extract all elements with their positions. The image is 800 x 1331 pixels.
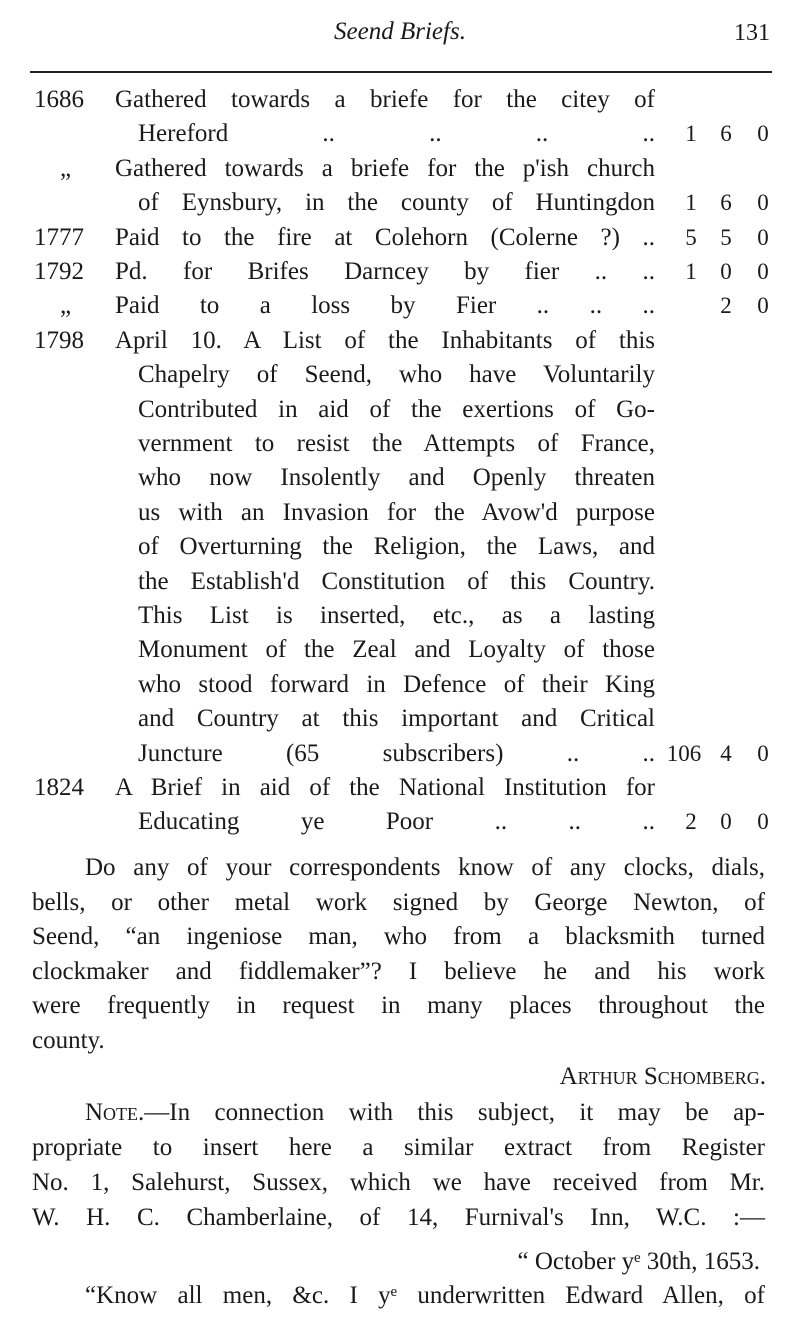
entry-line: Juncture (65 subscribers) .. .. xyxy=(138,739,655,767)
paragraph-line: bells, or other metal work signed by George Newton, of xyxy=(32,888,765,916)
entry-year: „ xyxy=(60,154,72,182)
amount-shillings: 0 xyxy=(720,809,732,835)
amount-pence: 0 xyxy=(757,259,769,284)
paragraph-line: county. xyxy=(32,1026,105,1054)
amount-pounds: 5 xyxy=(685,224,697,250)
entry-line: who now Insolently and Openly threaten xyxy=(138,464,655,492)
amount-pence: 0 xyxy=(757,740,769,766)
entry-line: Educating ye Poor .. .. .. xyxy=(138,808,655,836)
header-rule xyxy=(30,71,772,73)
signature: Arthur Schomberg. xyxy=(559,1063,766,1090)
entry-year: „ xyxy=(60,292,72,320)
entry-line: us with an Invasion for the Avow'd purpose xyxy=(138,498,655,526)
note-first-line xyxy=(85,1096,765,1130)
paragraph-line: Do any of your correspondents know of any clocks, dials, xyxy=(85,854,765,881)
note-line: No. 1, Salehurst, Sussex, which we have received from Mr. xyxy=(32,1168,765,1196)
entry-line: who stood forward in Defence of their King xyxy=(138,670,655,698)
amount-pounds: 2 xyxy=(685,809,697,835)
amount-pounds: 1 xyxy=(685,121,697,147)
amount-pence: 0 xyxy=(757,224,769,250)
note-line: W. H. C. Chamberlaine, of 14, Furnival's Inn, W.C. :— xyxy=(32,1203,765,1231)
amount-shillings: 0 xyxy=(720,259,732,284)
paragraph-line: were frequently in request in many places throughout the xyxy=(32,992,765,1019)
entry-year: 1777 xyxy=(34,223,84,251)
entry-line: Gathered towards a briefe for the p'ish church xyxy=(115,154,655,182)
amount-pence: 0 xyxy=(757,121,769,147)
entry-year: 1798 xyxy=(34,326,84,354)
note-line: propriate to insert here a similar extract from Register xyxy=(32,1133,765,1161)
entry-line: and Country at this important and Critical xyxy=(138,705,655,733)
amount-pounds: 1 xyxy=(685,190,697,216)
entry-line: Paid to the fire at Colehorn (Colerne ?) .. xyxy=(115,223,655,251)
amount-pounds: 1 xyxy=(685,259,697,284)
amount-pounds: 106 xyxy=(666,740,702,766)
quote-date: “ October yᵉ 30th, 1653. xyxy=(517,1248,760,1275)
note-line: —In connection with this subject, it may be ap- xyxy=(144,1099,765,1126)
entry-year: 1792 xyxy=(34,258,84,285)
paragraph-line: Seend, “an ingeniose man, who from a blacksmith turned xyxy=(32,923,765,950)
amount-shillings: 5 xyxy=(720,224,732,250)
entry-line: A Brief in aid of the National Institution for xyxy=(115,774,655,801)
entry-year: 1824 xyxy=(34,774,84,801)
paragraph-line: clockmaker and fiddlemaker”? I believe he and his work xyxy=(32,957,765,985)
entry-line: of Eynsbury, in the county of Huntingdon xyxy=(138,189,655,217)
amount-shillings: 2 xyxy=(720,293,732,319)
entry-line: the Establish'd Constitution of this Country. xyxy=(138,567,655,595)
entry-line: Paid to a loss by Fier .. .. .. xyxy=(115,292,655,320)
amount-shillings: 6 xyxy=(720,121,732,147)
entry-line: April 10. A List of the Inhabitants of this xyxy=(115,326,655,354)
entry-line: vernment to resist the Attempts of France, xyxy=(138,430,655,457)
amount-pence: 0 xyxy=(757,190,769,216)
entry-line: Hereford .. .. .. .. xyxy=(138,120,655,148)
entry-line: Chapelry of Seend, who have Voluntarily xyxy=(138,361,655,389)
entry-line: This List is inserted, etc., as a lasting xyxy=(138,602,655,629)
entry-line: of Overturning the Religion, the Laws, and xyxy=(138,533,655,561)
amount-pence: 0 xyxy=(757,809,769,835)
amount-shillings: 4 xyxy=(720,740,732,766)
page-number: 131 xyxy=(734,20,770,46)
entry-line: Monument of the Zeal and Loyalty of those xyxy=(138,636,655,664)
entry-year: 1686 xyxy=(34,86,84,113)
amount-pence: 0 xyxy=(757,293,769,319)
note-label: Note. xyxy=(85,1099,145,1126)
entry-line: Contributed in aid of the exertions of Go- xyxy=(138,395,655,423)
entry-line: Pd. for Brifes Darncey by fier .. .. xyxy=(115,258,655,285)
amount-shillings: 6 xyxy=(720,190,732,216)
entry-line: Gathered towards a briefe for the citey of xyxy=(115,86,655,113)
running-title: Seend Briefs. xyxy=(334,18,466,45)
quote-start: “Know all men, &c. I yᵉ underwritten Edward Allen, of xyxy=(85,1282,765,1309)
